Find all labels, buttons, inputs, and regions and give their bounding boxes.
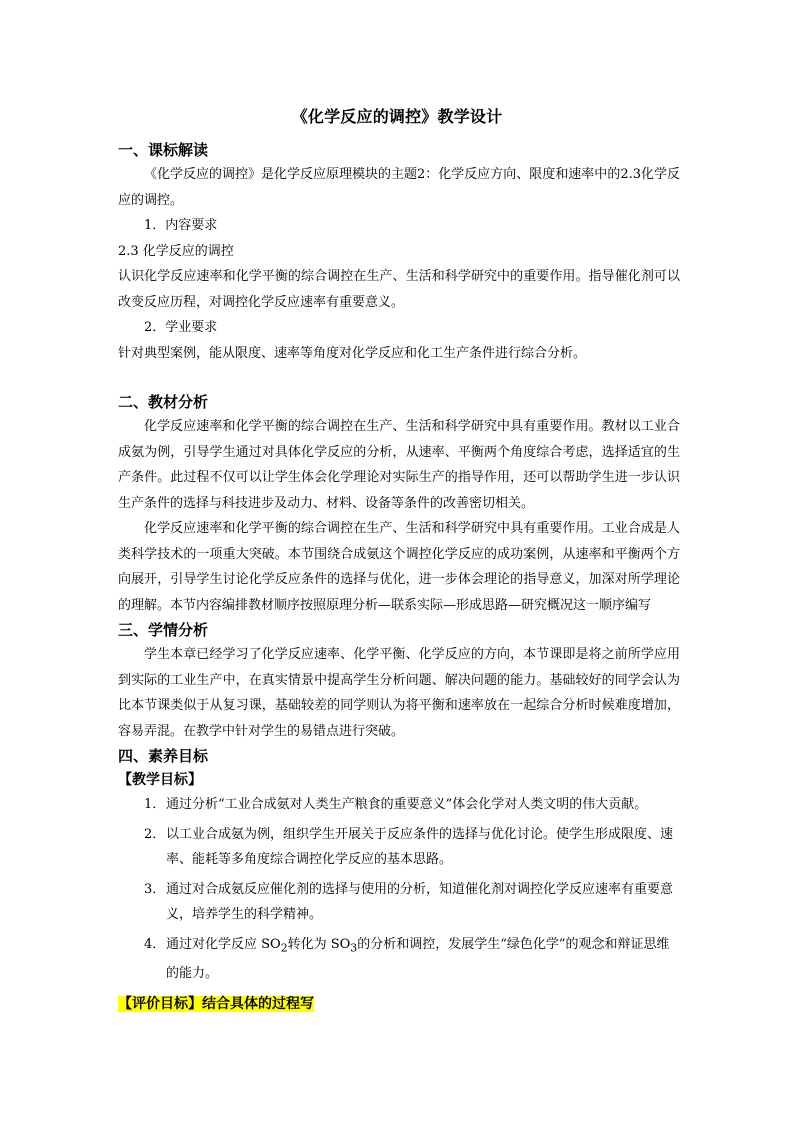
list-item-text-part: 的分析和调控，发展学生“绿色化学”的观念和辩证思维的能力。	[166, 936, 670, 981]
section-heading-learners: 三、学情分析	[118, 621, 209, 639]
subscript: 3	[350, 941, 358, 955]
section-heading-textbook: 二、教材分析	[118, 393, 209, 411]
document-body	[118, 138, 680, 1016]
list-item-number: 4．	[144, 936, 166, 952]
teaching-goals-list	[118, 792, 680, 986]
list-item	[118, 792, 680, 818]
list-item-text: 通过分析“工业合成氨对人类生产粮食的重要意义”体会化学对人类文明的伟大贡献。	[166, 797, 648, 812]
academic-requirement-text: 针对典型案例，能从限度、速率等角度对化学反应和化工生产条件进行综合分析。	[118, 345, 587, 361]
section-heading-goals: 四、素养目标	[118, 747, 209, 765]
list-item	[118, 877, 680, 928]
page-title: 《化学反应的调控》教学设计	[291, 107, 503, 126]
textbook-paragraph-2: 化学反应速率和化学平衡的综合调控在生产、生活和科学研究中具有重要作用。工业合成是人类科学技术的一项重大突破。本节围绕合成氨这个调控化学反应的成功案例，从速率和平衡两个方向展开，引导学生讨论化学反应条件的选择与优化，进一步体会理论的指导意义，加深对所学理论的理解。本节内容编排教材顺序按照原理分析—联系实际—形成思路—研究概况这一顺序编写	[118, 521, 680, 613]
list-item-number: 2．	[144, 826, 166, 842]
content-requirement-title: 2.3 化学反应的调控	[118, 243, 234, 259]
section-heading-standards: 一、课标解读	[118, 141, 209, 159]
list-item-text: 通过对合成氨反应催化剂的选择与使用的分析，知道催化剂对调控化学反应速率有重要意义，培养学生的科学精神。	[166, 881, 674, 922]
teaching-goals-label: 【教学目标】	[118, 772, 202, 788]
list-item-number: 3．	[144, 881, 166, 897]
list-item-text-part: 通过对化学反应 SO	[166, 936, 281, 952]
list-item-text: 以工业合成氨为例，组织学生开展关于反应条件的选择与优化讨论。使学生形成限度、速率、能耗等多角度综合调控化学反应的基本思路。	[166, 826, 674, 867]
list-item	[118, 932, 680, 987]
highlighted-text: 【评价目标】结合具体的过程写	[118, 996, 314, 1013]
content-requirement-label: 1．内容要求	[144, 218, 218, 233]
textbook-paragraph-1: 化学反应速率和化学平衡的综合调控在生产、生活和科学研究中具有重要作用。教材以工业合成氨为例，引导学生通过对具体化学反应的分析，从速率、平衡两个角度综合考虑，选择适宜的生产条件。此过程不仅可以让学生体会化学理论对实际生产的指导作用，还可以帮助学生进一步认识生产条件的选择与科技进步及动力、材料、设备等条件的改善密切相关。	[118, 419, 680, 511]
standards-intro: 《化学反应的调控》是化学反应原理模块的主题2：化学反应方向、限度和速率中的2.3化学反应的调控。	[118, 167, 680, 208]
list-item-number: 1．	[144, 797, 166, 812]
content-requirement-text: 认识化学反应速率和化学平衡的综合调控在生产、生活和科学研究中的重要作用。指导催化剂可以改变反应历程，对调控化学反应速率有重要意义。	[118, 269, 680, 310]
learners-paragraph: 学生本章已经学习了化学反应速率、化学平衡、化学反应的方向，本节课即是将之前所学应用到实际的工业生产中，在真实情景中提高学生分析问题、解决问题的能力。基础较好的同学会认为比本节课类似于从复习课，基础较差的同学则认为将平衡和速率放在一起综合分析时候难度增加，容易弄混。在教学中针对学生的易错点进行突破。	[118, 647, 680, 739]
evaluation-goals-label	[118, 992, 680, 1016]
list-item-text-part: 转化为 SO	[287, 936, 351, 952]
list-item	[118, 822, 680, 873]
academic-requirement-label: 2．学业要求	[144, 320, 218, 335]
list-item-text	[166, 937, 669, 981]
subscript: 2	[280, 941, 288, 955]
